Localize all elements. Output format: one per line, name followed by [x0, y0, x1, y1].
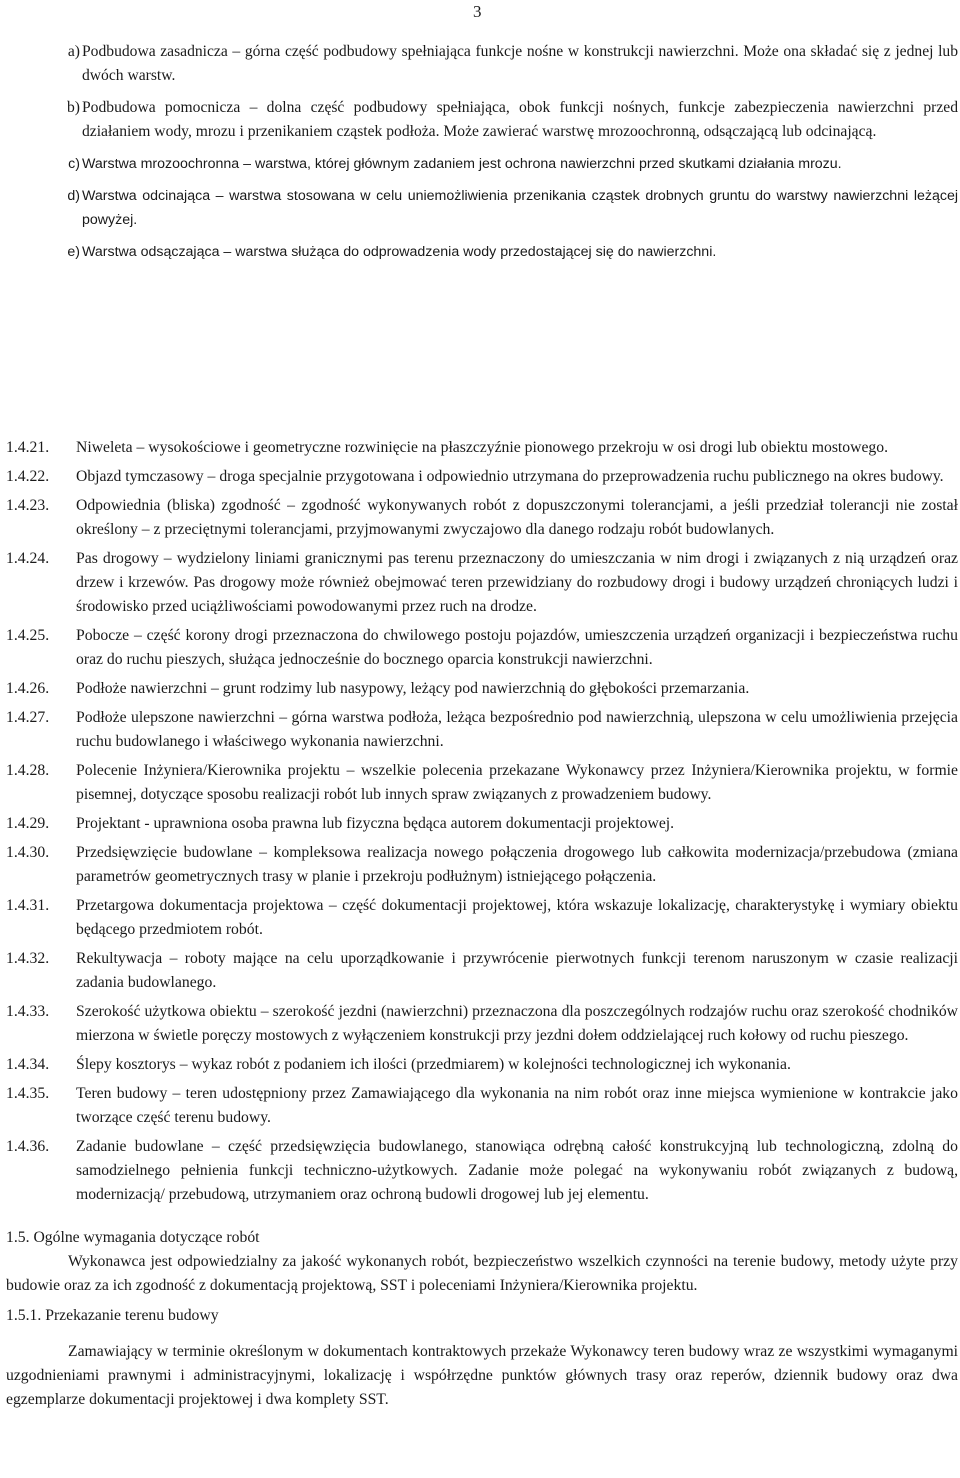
definition-item — [6, 841, 958, 889]
definition-text: Rekultywacja – roboty mające na celu uporządkowanie i przywrócenie pierwotnych funkcji terenom naruszonym w czasie realizacji zadania budowlanego. — [76, 950, 958, 991]
definition-text: Przetargowa dokumentacja projektowa – część dokumentacji projektowej, która wskazuje lokalizację, charakterystykę i wymiary obiektu będącego przedmiotem robót. — [76, 897, 958, 938]
definition-number: 1.4.29. — [6, 815, 50, 832]
definition-item — [6, 1135, 958, 1207]
definition-item — [6, 1082, 958, 1130]
list-item — [58, 240, 958, 264]
definition-item — [6, 465, 958, 489]
list-item — [58, 184, 958, 232]
definition-number: 1.4.25. — [6, 627, 50, 644]
definition-text: Odpowiednia (bliska) zgodność – zgodność wykonywanych robót z dopuszczonymi tolerancjami, a jeśli przedział tolerancji nie został określony – z przeciętnymi tolerancjami, przyjmowanymi zwyczajowo dla danego rodzaju robót budowlanych. — [76, 497, 958, 538]
definition-item — [6, 624, 958, 672]
list-text: Warstwa odsączająca – warstwa służąca do odprowadzenia wody przedostającej się do nawierzchni. — [82, 244, 717, 260]
list-item — [58, 40, 958, 88]
definition-item — [6, 947, 958, 995]
definition-number: 1.4.21. — [6, 439, 50, 456]
list-letter: b) — [67, 99, 80, 116]
layer-definitions-list — [58, 40, 958, 272]
definition-text: Niweleta – wysokościowe i geometryczne rozwinięcie na płaszczyźnie pionowego przekroju w osi drogi lub obiektu mostowego. — [76, 439, 889, 456]
list-letter: a) — [67, 43, 80, 60]
definition-number: 1.4.24. — [6, 550, 50, 567]
definition-item — [6, 494, 958, 542]
subsection-heading: 1.5.1. Przekazanie terenu budowy — [6, 1307, 219, 1324]
page-number: 3 — [473, 2, 482, 21]
list-item — [58, 96, 958, 144]
definition-text: Polecenie Inżyniera/Kierownika projektu – wszelkie polecenia przekazane Wykonawcy przez Inżyniera/Kierownika projektu, w formie pisemnej, dotyczące sposobu realizacji robót lub innych spraw związanych z prowadzeniem budowy. — [76, 762, 958, 803]
definition-text: Teren budowy – teren udostępniony przez Zamawiającego dla wykonania na nim robót oraz inne miejsca wymienione w kontrakcie jako tworzące część terenu budowy. — [76, 1085, 958, 1126]
definition-item — [6, 677, 958, 701]
list-text: Podbudowa pomocnicza – dolna część podbudowy spełniająca, obok funkcji nośnych, funkcje zabezpieczenia nawierzchni przed działaniem wody, mrozu i przenikaniem cząstek podłoża. Może zawierać warstwę mrozoochronną, odsączającą lub odcinającą. — [82, 99, 958, 140]
list-letter: c) — [68, 156, 80, 172]
list-letter: e) — [67, 244, 80, 260]
definition-text: Projektant - uprawniona osoba prawna lub fizyczna będąca autorem dokumentacji projektowej. — [76, 815, 675, 832]
definition-text: Zadanie budowlane – część przedsięwzięcia budowlanego, stanowiąca odrębną całość konstrukcyjną lub technologiczną, zdolną do samodzielnego pełnienia funkcji techniczno-użytkowych. Zadanie może polegać na wykonywaniu robót związanych z budową, modernizacją/ przebudową, utrzymaniem oraz ochroną budowli drogowej lub jej elementu. — [76, 1138, 958, 1203]
definition-item — [6, 1053, 958, 1077]
definition-number: 1.4.27. — [6, 709, 50, 726]
list-text: Podbudowa zasadnicza – górna część podbudowy spełniająca funkcje nośne w konstrukcji nawierzchni. Może ona składać się z jednej lub dwóch warstw. — [82, 43, 958, 84]
definition-number: 1.4.30. — [6, 844, 50, 861]
definition-item — [6, 812, 958, 836]
definition-text: Podłoże nawierzchni – grunt rodzimy lub nasypowy, leżący pod nawierzchnią do głębokości przemarzania. — [76, 680, 750, 697]
definition-text: Podłoże ulepszone nawierzchni – górna warstwa podłoża, leżąca bezpośrednio pod nawierzchnią, ulepszona w celu umożliwienia przejęcia ruchu budowlanego i właściwego wykonania nawierzchni. — [76, 709, 958, 750]
definition-item — [6, 1000, 958, 1048]
definition-item — [6, 759, 958, 807]
definition-text: Pobocze – część korony drogi przeznaczona do chwilowego postoju pojazdów, umieszczenia urządzeń organizacji i bezpieczeństwa ruchu oraz do ruchu pieszych, służąca jednocześnie do bocznego oparcia konstrukcji nawierzchni. — [76, 627, 958, 668]
definition-number: 1.4.34. — [6, 1056, 50, 1073]
list-text: Warstwa odcinająca – warstwa stosowana w celu uniemożliwienia przenikania cząstek drobnych gruntu do warstwy nawierzchni leżącej powyżej. — [82, 188, 958, 228]
definition-text: Ślepy kosztorys – wykaz robót z podaniem ich ilości (przedmiarem) w kolejności technologicznej ich wykonania. — [76, 1056, 791, 1073]
list-item — [58, 152, 958, 176]
section-paragraph: Wykonawca jest odpowiedzialny za jakość wykonanych robót, bezpieczeństwo wszelkich czynności na terenie budowy, metody użyte przy budowie oraz za ich zgodność z dokumentacją projektową, SST i poleceniami Inżyniera/Kierownika projektu. — [6, 1253, 958, 1294]
definition-item — [6, 547, 958, 619]
list-letter: d) — [67, 188, 80, 204]
section-heading: 1.5. Ogólne wymagania dotyczące robót — [6, 1229, 260, 1246]
definition-number: 1.4.32. — [6, 950, 50, 967]
list-text: Warstwa mrozoochronna – warstwa, której głównym zadaniem jest ochrona nawierzchni przed skutkami działania mrozu. — [82, 156, 842, 172]
section-general-requirements — [6, 1226, 958, 1418]
definition-item — [6, 894, 958, 942]
definition-number: 1.4.28. — [6, 762, 50, 779]
definition-item — [6, 436, 958, 460]
definition-text: Przedsięwzięcie budowlane – kompleksowa realizacja nowego połączenia drogowego lub całkowita modernizacja/przebudowa (zmiana parametrów geometrycznych trasy w planie i przekroju podłużnym) istniejącego połączenia. — [76, 844, 958, 885]
subsection-paragraph: Zamawiający w terminie określonym w dokumentach kontraktowych przekaże Wykonawcy teren budowy wraz ze wszystkimi wymaganymi uzgodnieniami prawnymi i administracyjnymi, lokalizację i współrzędne punktów głównych trasy oraz reperów, dziennik budowy oraz dwa egzemplarze dokumentacji projektowej i dwa komplety SST. — [6, 1343, 958, 1408]
definition-number: 1.4.22. — [6, 468, 50, 485]
definition-text: Pas drogowy – wydzielony liniami granicznymi pas terenu przeznaczony do umieszczania w nim drogi i związanych z nią urządzeń oraz drzew i krzewów. Pas drogowy może również obejmować teren przewidziany do rozbudowy drogi i budowy urządzeń chroniących ludzi i środowisko przed uciążliwościami powodowanymi przez ruch na drodze. — [76, 550, 958, 615]
definition-number: 1.4.31. — [6, 897, 50, 914]
definition-number: 1.4.26. — [6, 680, 50, 697]
definition-number: 1.4.36. — [6, 1138, 50, 1155]
definitions-list — [6, 436, 958, 1212]
definition-number: 1.4.23. — [6, 497, 50, 514]
definition-item — [6, 706, 958, 754]
definition-text: Szerokość użytkowa obiektu – szerokość jezdni (nawierzchni) przeznaczona dla poszczególnych rodzajów ruchu oraz szerokość chodników mierzona w świetle poręczy mostowych z wyłączeniem konstrukcji przy jezdni dołem oddzielającej ruch kołowy od ruchu pieszego. — [76, 1003, 958, 1044]
definition-number: 1.4.33. — [6, 1003, 50, 1020]
definition-number: 1.4.35. — [6, 1085, 50, 1102]
definition-text: Objazd tymczasowy – droga specjalnie przygotowana i odpowiednio utrzymana do przeprowadzenia ruchu publicznego na okres budowy. — [76, 468, 944, 485]
